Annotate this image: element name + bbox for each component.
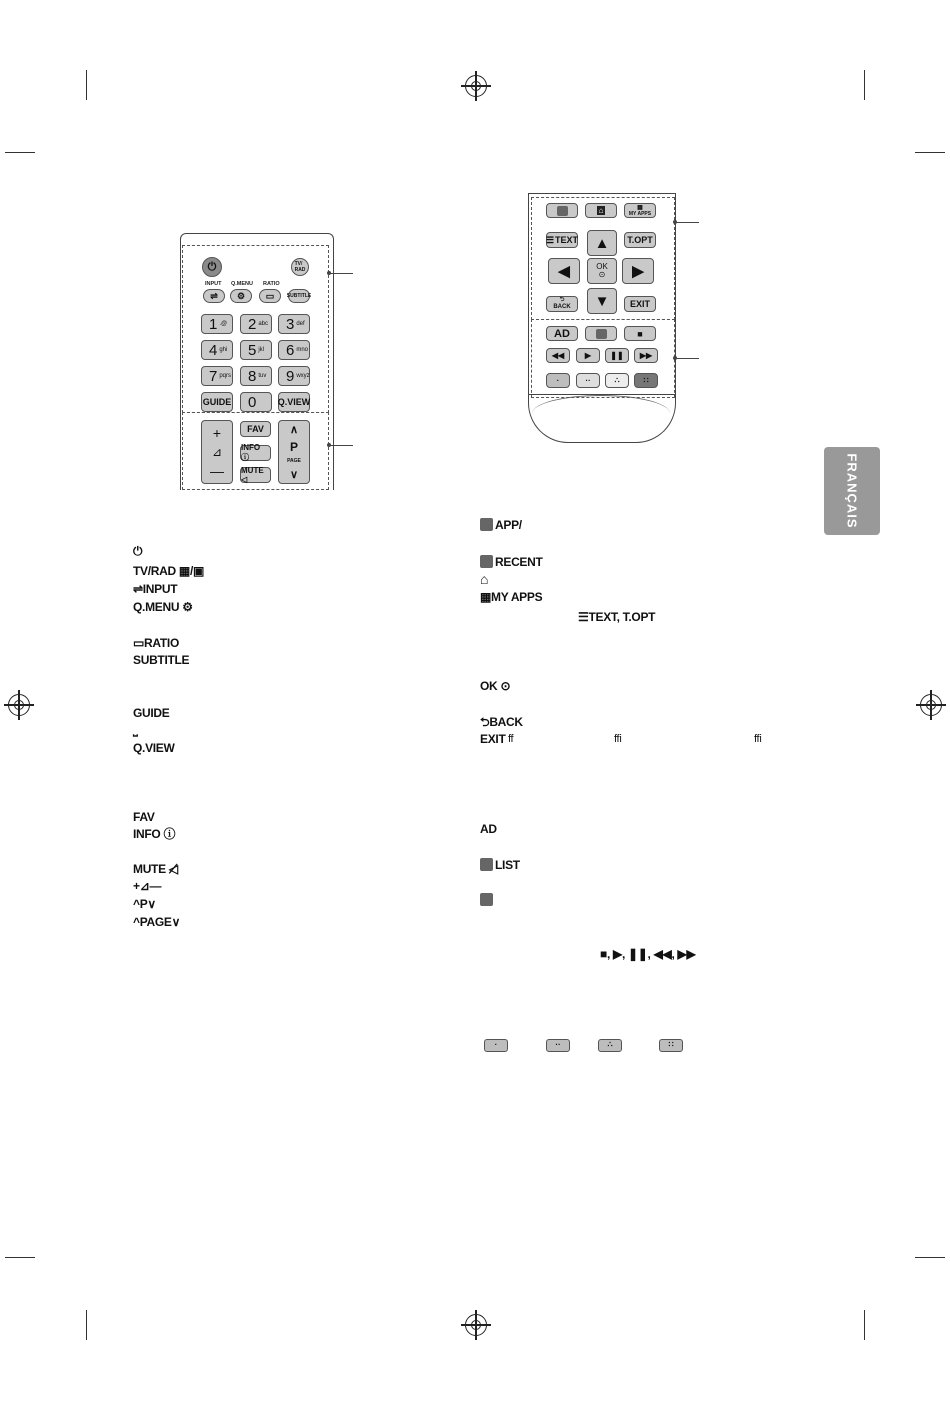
legend-exit-fragment: ffi: [614, 733, 622, 745]
legend-home-icon: ⌂: [480, 571, 489, 587]
color-button-2[interactable]: ··: [576, 373, 600, 388]
callout-line: [329, 445, 353, 446]
color-button-4[interactable]: ∷: [634, 373, 658, 388]
num-8-button[interactable]: 8 tuv: [240, 366, 272, 386]
num-0-button[interactable]: 0: [240, 392, 272, 412]
legend-text-topt: ☰TEXT, T.OPT: [578, 610, 656, 624]
legend-tv-rad: TV/RAD ▦/▣: [133, 564, 205, 578]
callout-line: [675, 222, 699, 223]
ok-wheel-icon: ⊙: [497, 679, 511, 693]
num-6-button[interactable]: 6 mno: [278, 340, 310, 360]
grid-icon: ▦: [637, 204, 643, 211]
legend-app: APP/: [480, 518, 522, 532]
square-icon: [480, 858, 493, 871]
num-9-button[interactable]: 9 wxyz: [278, 366, 310, 386]
list-square-icon: [596, 329, 607, 339]
num-2-button[interactable]: 2 abc: [240, 314, 272, 334]
input-icon: ⇌: [133, 582, 143, 596]
back-arrow-icon: ⮌: [480, 715, 490, 729]
legend-program: ^P∨: [133, 897, 156, 911]
nav-right-button[interactable]: ▶: [622, 258, 654, 284]
play-button[interactable]: ▶: [576, 348, 600, 363]
crop-mark: [5, 1257, 35, 1258]
fav-button[interactable]: FAV: [240, 421, 271, 437]
list-button[interactable]: [585, 326, 617, 341]
num-5-button[interactable]: 5 jkl: [240, 340, 272, 360]
callout-dot: [327, 443, 331, 447]
legend-qview: Q.VIEW: [133, 741, 175, 755]
ad-button[interactable]: AD: [546, 326, 578, 341]
num-3-button[interactable]: 3 def: [278, 314, 310, 334]
app-square-icon: [557, 206, 568, 216]
legend-power: ⏻: [133, 544, 143, 558]
topt-button[interactable]: T.OPT: [624, 232, 656, 248]
back-arrow-icon: ⮌: [559, 297, 565, 303]
nav-down-button[interactable]: ▼: [587, 288, 617, 314]
color-key-4: ∷: [659, 1039, 683, 1052]
ok-button[interactable]: OK ⊙: [587, 258, 617, 284]
crop-mark: [864, 70, 865, 100]
mute-button[interactable]: MUTE ◁: [240, 467, 271, 483]
crop-mark: [5, 152, 35, 153]
legend-subtitle: SUBTITLE: [133, 653, 190, 667]
subtitle-button[interactable]: SUBTITLE: [288, 289, 310, 303]
volume-icon: ⊿: [211, 445, 223, 459]
nav-up-button[interactable]: ▲: [587, 230, 617, 256]
back-button[interactable]: ⮌ BACK: [546, 296, 578, 312]
crop-mark: [86, 70, 87, 100]
legend-myapps: ▦MY APPS: [480, 590, 543, 604]
color-key-3: ∴: [598, 1039, 622, 1052]
legend-exit: EXIT: [480, 732, 506, 746]
volume-up-label: +: [212, 425, 222, 441]
guide-button[interactable]: GUIDE: [201, 392, 233, 412]
rewind-button[interactable]: ◀◀: [546, 348, 570, 363]
num-4-button[interactable]: 4 ghi: [201, 340, 233, 360]
legend-list: LIST: [480, 858, 520, 872]
qview-button[interactable]: Q.VIEW: [278, 392, 310, 412]
legend-page: ^PAGE∨: [133, 915, 181, 929]
ratio-label: RATIO: [263, 281, 280, 287]
volume-rocker[interactable]: [201, 420, 233, 484]
chevron-down-icon: ∨: [289, 469, 299, 481]
fast-forward-button[interactable]: ▶▶: [634, 348, 658, 363]
legend-recent: RECENT: [480, 555, 543, 569]
callout-dot: [327, 271, 331, 275]
callout-line: [329, 273, 353, 274]
legend-ad: AD: [480, 822, 497, 836]
callout-dot: [673, 220, 677, 224]
grid-icon: ▦: [480, 590, 492, 604]
color-key-2: ··: [546, 1039, 570, 1052]
chevron-up-icon: ∧: [289, 424, 299, 436]
legend-qmenu: Q.MENU ⚙: [133, 600, 193, 614]
home-icon: ⌂: [598, 206, 604, 215]
myapps-button[interactable]: ▦ MY APPS: [624, 203, 656, 218]
text-button[interactable]: ☰ TEXT: [546, 232, 578, 248]
input-label: INPUT: [205, 281, 222, 287]
gear-icon: ⚙: [179, 600, 193, 614]
legend-ratio: ▭RATIO: [133, 636, 179, 650]
nav-left-button[interactable]: ◀: [548, 258, 580, 284]
color-key-1: ·: [484, 1039, 508, 1052]
exit-button[interactable]: EXIT: [624, 296, 656, 312]
legend-space-icon: ⎵: [133, 723, 138, 737]
legend-exit-fragment: ff: [508, 733, 514, 745]
mute-icon: ◁̸: [165, 862, 178, 876]
pause-button[interactable]: ❚❚: [605, 348, 629, 363]
input-button[interactable]: ⇌: [203, 289, 225, 303]
ratio-icon: ▭: [133, 636, 145, 650]
registration-mark-icon: [465, 1314, 487, 1336]
crop-mark: [915, 152, 945, 153]
num-1-button[interactable]: 1 .@: [201, 314, 233, 334]
app-button[interactable]: [546, 203, 578, 218]
ratio-button[interactable]: ▭: [259, 289, 281, 303]
legend-guide: GUIDE: [133, 706, 170, 720]
legend-info: INFO ⓘ: [133, 827, 176, 841]
legend-volume: +⊿—: [133, 879, 162, 893]
text-icon: ☰: [578, 610, 589, 624]
right-remote-curve: [532, 395, 670, 432]
callout-dot: [673, 356, 677, 360]
legend-ok: OK ⊙: [480, 679, 511, 693]
legend-playback: ■, ▶, ❚❚, ◀◀, ▶▶: [600, 947, 696, 961]
legend-input: ⇌INPUT: [133, 582, 178, 596]
legend-fav: FAV: [133, 810, 155, 824]
info-icon: ⓘ: [160, 827, 176, 841]
page-label: PAGE: [287, 458, 301, 464]
num-7-button[interactable]: 7 pqrs: [201, 366, 233, 386]
language-tab: FRANÇAIS: [824, 447, 880, 535]
tv-icon: ▦/▣: [175, 564, 205, 578]
program-rocker[interactable]: [278, 420, 310, 484]
registration-mark-icon: [465, 75, 487, 97]
volume-down-label: —: [210, 463, 224, 479]
power-button[interactable]: ⏻: [202, 257, 222, 277]
color-button-1[interactable]: ·: [546, 373, 570, 388]
text-icon: ☰: [545, 234, 555, 245]
legend-exit-fragment: ffi: [754, 733, 762, 745]
tv-rad-button[interactable]: TV/ RAD: [291, 258, 309, 276]
qmenu-button[interactable]: ⚙: [230, 289, 252, 303]
stop-button[interactable]: ■: [624, 326, 656, 341]
legend-back: ⮌BACK: [480, 715, 523, 729]
square-icon: [480, 555, 493, 568]
crop-mark: [864, 1310, 865, 1340]
color-button-3[interactable]: ∴: [605, 373, 629, 388]
callout-line: [675, 358, 699, 359]
home-button[interactable]: [585, 203, 617, 218]
registration-mark-icon: [920, 694, 942, 716]
registration-mark-icon: [8, 694, 30, 716]
ok-wheel-icon: ⊙: [598, 270, 606, 279]
square-icon: [480, 893, 493, 906]
square-icon: [480, 518, 493, 531]
qmenu-label: Q.MENU: [231, 281, 253, 287]
crop-mark: [915, 1257, 945, 1258]
legend-square: [480, 893, 495, 907]
legend-mute: MUTE ◁̸: [133, 862, 178, 876]
info-button[interactable]: INFO ⓘ: [240, 445, 271, 461]
crop-mark: [86, 1310, 87, 1340]
program-label: P: [289, 440, 298, 454]
